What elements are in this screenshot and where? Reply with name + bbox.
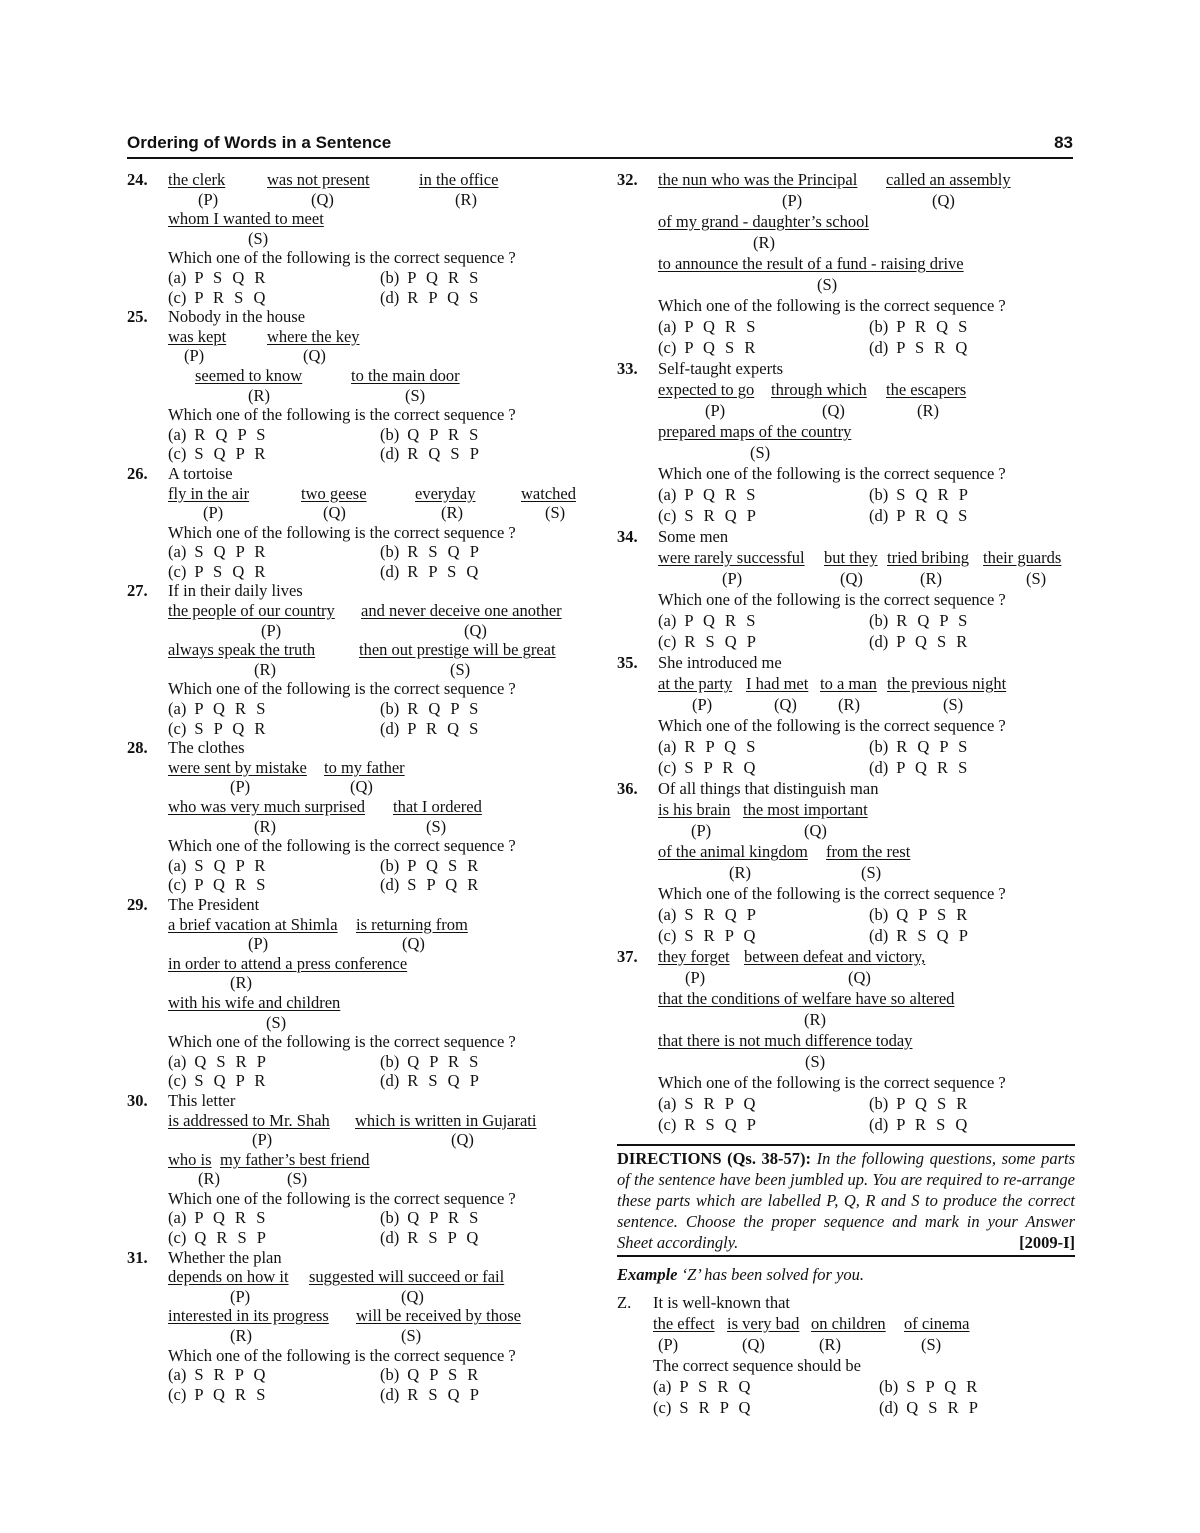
question-intro: It is well-known that xyxy=(653,1292,791,1312)
question-number: Z. xyxy=(617,1292,632,1312)
part-s: watched xyxy=(521,483,576,503)
question-28 xyxy=(127,738,587,895)
option-b[interactable]: (b) P Q R S xyxy=(380,267,482,287)
question-31 xyxy=(127,1248,587,1405)
part-s: to announce the result of a fund - raising drive xyxy=(658,254,964,273)
option-a[interactable]: (a) P Q R S xyxy=(168,699,269,719)
part-s: whom I wanted to meet xyxy=(168,209,324,229)
part-p: the nun who was the Principal xyxy=(658,170,858,189)
options xyxy=(168,1052,587,1091)
part-r: tried bribing xyxy=(887,548,970,567)
question-prompt: Which one of the following is the correct sequence ? xyxy=(658,716,1006,735)
options xyxy=(658,1094,1075,1136)
question-prompt: Which one of the following is the correct sequence ? xyxy=(168,679,516,699)
part-p: expected to go xyxy=(658,380,755,399)
option-c[interactable]: (c) S Q P R xyxy=(168,1071,269,1091)
part-q: the most important xyxy=(743,800,868,819)
part-r: that the conditions of welfare have so altered xyxy=(658,989,955,1008)
label-s: (S) xyxy=(405,385,426,405)
part-q: where the key xyxy=(267,326,360,346)
part-q: which is written in Gujarati xyxy=(355,1110,537,1130)
label-r: (R) xyxy=(804,1010,826,1029)
part-r: everyday xyxy=(415,483,476,503)
option-c[interactable]: (c) P Q R S xyxy=(168,1384,269,1404)
option-d[interactable]: (d) S P Q R xyxy=(380,875,482,895)
part-s: prepared maps of the country xyxy=(658,422,852,441)
label-q: (Q) xyxy=(804,821,827,840)
option-c[interactable]: (c) S R P Q xyxy=(653,1397,754,1417)
example-question-z xyxy=(617,1293,1075,1419)
question-29 xyxy=(127,895,587,1091)
question-number: 27. xyxy=(127,581,148,601)
label-r: (R) xyxy=(920,569,942,588)
question-24 xyxy=(127,170,587,307)
label-r: (R) xyxy=(254,659,276,679)
question-number: 33. xyxy=(617,359,638,378)
part-q: is very bad xyxy=(727,1313,800,1333)
label-s: (S) xyxy=(266,1012,287,1032)
question-intro: Of all things that distinguish man xyxy=(658,779,879,798)
part-p: is addressed to Mr. Shah xyxy=(168,1110,330,1130)
part-r: seemed to know xyxy=(195,365,303,385)
question-prompt: Which one of the following is the correct sequence ? xyxy=(658,590,1006,609)
part-s: my father’s best friend xyxy=(220,1149,370,1169)
option-d[interactable]: (d) P R Q S xyxy=(869,506,971,525)
part-r: in the office xyxy=(419,170,499,189)
question-intro: If in their daily lives xyxy=(168,581,303,601)
option-c[interactable]: (c) P S Q R xyxy=(168,561,269,581)
label-p: (P) xyxy=(198,189,219,209)
label-r: (R) xyxy=(230,973,252,993)
label-p: (P) xyxy=(705,401,726,420)
label-s: (S) xyxy=(921,1334,942,1354)
question-number: 36. xyxy=(617,779,638,798)
options xyxy=(168,1365,587,1404)
question-intro: Nobody in the house xyxy=(168,307,306,327)
label-p: (P) xyxy=(184,346,205,366)
option-c[interactable]: (c) S R P Q xyxy=(658,926,759,945)
label-q: (Q) xyxy=(323,503,346,523)
option-b[interactable]: (b) P R Q S xyxy=(869,317,971,336)
label-q: (Q) xyxy=(742,1334,765,1354)
label-p: (P) xyxy=(658,1334,679,1354)
option-a[interactable]: (a) P Q R S xyxy=(658,485,759,504)
question-intro: Whether the plan xyxy=(168,1247,282,1267)
label-s: (S) xyxy=(401,1326,422,1346)
option-d[interactable]: (d) P Q S R xyxy=(869,632,971,651)
option-c[interactable]: (c) P Q S R xyxy=(658,338,759,357)
directions-text: In the following questions, some parts of the sentence have been jumbled up. You are required to re-arrange these parts which are labelled P, Q, R and S to produce the correct sentence. Choose the proper sequence and mark in your Answer Sheet accordingly. xyxy=(617,1149,1076,1252)
part-p: at the party xyxy=(658,674,733,693)
option-b[interactable]: (b) R Q P S xyxy=(869,611,971,630)
option-c[interactable]: (c) Q R S P xyxy=(168,1228,269,1248)
question-intro: She introduced me xyxy=(658,653,782,672)
option-b[interactable]: (b) Q P R S xyxy=(380,1051,482,1071)
label-p: (P) xyxy=(685,968,706,987)
example-label: Example xyxy=(617,1265,678,1284)
label-q: (Q) xyxy=(848,968,871,987)
label-p: (P) xyxy=(691,821,712,840)
label-q: (Q) xyxy=(311,189,334,209)
label-r: (R) xyxy=(198,1169,220,1189)
question-34 xyxy=(617,527,1075,653)
page-header xyxy=(127,133,1073,159)
question-prompt: Which one of the following is the correct sequence ? xyxy=(168,1032,516,1052)
part-p: were rarely successful xyxy=(658,548,805,567)
question-prompt: Which one of the following is the correct sequence ? xyxy=(658,296,1006,315)
right-column xyxy=(617,170,1075,1419)
part-p: is his brain xyxy=(658,800,731,819)
part-q: to my father xyxy=(324,757,405,777)
option-b[interactable]: (b) Q P S R xyxy=(380,1365,482,1385)
part-s: that I ordered xyxy=(393,797,482,816)
question-number: 35. xyxy=(617,653,638,672)
part-q: but they xyxy=(824,548,878,567)
options xyxy=(168,542,587,581)
options xyxy=(168,268,587,307)
question-prompt: Which one of the following is the correct sequence ? xyxy=(168,248,516,268)
option-d[interactable]: (d) Q S R P xyxy=(879,1397,981,1417)
label-s: (S) xyxy=(426,816,447,836)
option-d[interactable]: (d) R P Q S xyxy=(380,287,482,307)
option-d[interactable]: (d) R S Q P xyxy=(869,926,971,945)
label-s: (S) xyxy=(248,228,269,248)
part-q: and never deceive one another xyxy=(361,601,562,621)
option-d[interactable]: (d) R S Q P xyxy=(380,1384,482,1404)
question-prompt: Which one of the following is the correct sequence ? xyxy=(168,836,516,856)
label-p: (P) xyxy=(261,620,282,640)
options xyxy=(658,485,1075,527)
label-q: (Q) xyxy=(401,1286,424,1306)
question-27 xyxy=(127,581,587,738)
question-intro: The President xyxy=(168,894,260,914)
part-p: depends on how it xyxy=(168,1267,289,1287)
option-d[interactable]: (d) P S R Q xyxy=(869,338,971,357)
part-r: who was very much surprised xyxy=(168,797,366,816)
label-s: (S) xyxy=(545,503,566,523)
chapter-title: Ordering of Words in a Sentence xyxy=(127,133,392,152)
label-q: (Q) xyxy=(464,620,487,640)
answer-prompt: The correct sequence should be xyxy=(653,1355,861,1375)
directions-box xyxy=(617,1144,1075,1257)
part-p: the effect xyxy=(653,1313,715,1333)
label-q: (Q) xyxy=(932,191,955,210)
question-26 xyxy=(127,464,587,582)
label-p: (P) xyxy=(248,934,269,954)
question-number: 29. xyxy=(127,894,148,914)
option-d[interactable]: (d) P Q R S xyxy=(869,758,971,777)
question-number: 26. xyxy=(127,463,148,483)
part-p: were sent by mistake xyxy=(168,757,307,777)
options xyxy=(168,856,587,895)
label-p: (P) xyxy=(203,503,224,523)
part-q: through which xyxy=(771,380,867,399)
part-s: from the rest xyxy=(826,842,911,861)
label-p: (P) xyxy=(722,569,743,588)
option-a[interactable]: (a) P S R Q xyxy=(653,1376,754,1396)
option-b[interactable]: (b) P Q S R xyxy=(380,855,482,875)
question-33 xyxy=(617,359,1075,527)
label-s: (S) xyxy=(861,863,882,882)
part-r: to a man xyxy=(820,674,877,693)
label-s: (S) xyxy=(943,695,964,714)
option-b[interactable]: (b) R S Q P xyxy=(380,542,482,562)
option-d[interactable]: (d) R S Q P xyxy=(380,1071,482,1091)
part-r: always speak the truth xyxy=(168,640,316,660)
option-a[interactable]: (a) R Q P S xyxy=(168,424,269,444)
part-r: on children xyxy=(811,1313,886,1333)
part-q: two geese xyxy=(301,483,367,503)
question-prompt: Which one of the following is the correct sequence ? xyxy=(658,1073,1006,1092)
part-r: of the animal kingdom xyxy=(658,842,808,861)
option-b[interactable]: (b) S Q R P xyxy=(869,485,971,504)
question-36 xyxy=(617,779,1075,947)
option-c[interactable]: (c) S Q P R xyxy=(168,444,269,464)
question-number: 30. xyxy=(127,1090,148,1110)
example-heading xyxy=(617,1265,1075,1285)
label-s: (S) xyxy=(287,1169,308,1189)
question-intro: The clothes xyxy=(168,738,245,758)
part-s: then out prestige will be great xyxy=(359,640,556,660)
question-intro: Some men xyxy=(658,527,729,546)
label-q: (Q) xyxy=(303,346,326,366)
question-prompt: Which one of the following is the correct sequence ? xyxy=(168,405,516,425)
part-r: the escapers xyxy=(886,380,967,399)
question-intro: A tortoise xyxy=(168,463,233,483)
part-r: in order to attend a press conference xyxy=(168,953,408,973)
label-r: (R) xyxy=(254,816,276,836)
option-a[interactable]: (a) P Q R S xyxy=(658,317,759,336)
option-b[interactable]: (b) S P Q R xyxy=(879,1376,981,1396)
question-35 xyxy=(617,653,1075,779)
label-r: (R) xyxy=(729,863,751,882)
option-c[interactable]: (c) P R S Q xyxy=(168,287,269,307)
part-q: I had met xyxy=(746,674,809,693)
options xyxy=(653,1377,1075,1419)
part-p: a brief vacation at Shimla xyxy=(168,914,338,934)
option-c[interactable]: (c) S P R Q xyxy=(658,758,759,777)
options xyxy=(168,699,587,738)
label-s: (S) xyxy=(817,275,838,294)
part-r: who is xyxy=(168,1149,212,1169)
label-q: (Q) xyxy=(350,777,373,797)
part-s: their guards xyxy=(983,548,1062,567)
part-r: of my grand - daughter’s school xyxy=(658,212,869,231)
option-b[interactable]: (b) Q P R S xyxy=(380,424,482,444)
options xyxy=(658,737,1075,779)
label-q: (Q) xyxy=(840,569,863,588)
label-r: (R) xyxy=(441,503,463,523)
label-p: (P) xyxy=(782,191,803,210)
option-d[interactable]: (d) R S P Q xyxy=(380,1228,482,1248)
part-s: will be received by those xyxy=(356,1306,521,1326)
option-c[interactable]: (c) R S Q P xyxy=(658,632,759,651)
label-s: (S) xyxy=(805,1052,826,1071)
options xyxy=(168,425,587,464)
part-p: the people of our country xyxy=(168,601,335,621)
options xyxy=(658,611,1075,653)
option-d[interactable]: (d) P R Q S xyxy=(380,718,482,738)
question-30 xyxy=(127,1091,587,1248)
options xyxy=(658,317,1075,359)
option-b[interactable]: (b) Q P R S xyxy=(380,1208,482,1228)
option-a[interactable]: (a) S Q P R xyxy=(168,542,269,562)
option-d[interactable]: (d) R Q S P xyxy=(380,444,482,464)
label-r: (R) xyxy=(838,695,860,714)
option-a[interactable]: (a) P S Q R xyxy=(168,267,269,287)
option-a[interactable]: (a) R P Q S xyxy=(658,737,759,756)
left-column xyxy=(127,170,587,1404)
option-b[interactable]: (b) R Q P S xyxy=(380,699,482,719)
option-a[interactable]: (a) S R P Q xyxy=(168,1365,269,1385)
label-r: (R) xyxy=(819,1334,841,1354)
part-p: was kept xyxy=(168,326,227,346)
question-number: 32. xyxy=(617,170,638,189)
question-number: 25. xyxy=(127,307,148,327)
question-25 xyxy=(127,307,587,464)
label-p: (P) xyxy=(230,1286,251,1306)
page-number: 83 xyxy=(1054,133,1073,152)
part-q: called an assembly xyxy=(886,170,1011,189)
options xyxy=(658,905,1075,947)
part-q: is returning from xyxy=(356,914,468,934)
option-a[interactable]: (a) S R P Q xyxy=(658,1094,759,1113)
option-a[interactable]: (a) Q S R P xyxy=(168,1051,269,1071)
option-d[interactable]: (d) R P S Q xyxy=(380,561,482,581)
question-intro: This letter xyxy=(168,1090,236,1110)
part-p: they forget xyxy=(658,947,730,966)
part-s: with his wife and children xyxy=(168,992,341,1012)
label-p: (P) xyxy=(230,777,251,797)
question-prompt: Which one of the following is the correct sequence ? xyxy=(168,1188,516,1208)
question-prompt: Which one of the following is the correct sequence ? xyxy=(168,522,516,542)
option-c[interactable]: (c) P Q R S xyxy=(168,875,269,895)
question-number: 24. xyxy=(127,170,148,189)
part-p: the clerk xyxy=(168,170,226,189)
option-b[interactable]: (b) Q P S R xyxy=(869,905,971,924)
label-p: (P) xyxy=(252,1130,273,1150)
question-prompt: Which one of the following is the correct sequence ? xyxy=(658,464,1006,483)
part-p: fly in the air xyxy=(168,483,250,503)
option-a[interactable]: (a) P Q R S xyxy=(658,611,759,630)
option-d[interactable]: (d) P R S Q xyxy=(869,1115,971,1134)
label-p: (P) xyxy=(692,695,713,714)
exam-year: [2009-I] xyxy=(1019,1233,1075,1252)
directions-label: DIRECTIONS (Qs. 38-57): xyxy=(617,1149,812,1168)
label-s: (S) xyxy=(450,659,471,679)
label-r: (R) xyxy=(230,1326,252,1346)
part-s: to the main door xyxy=(351,365,460,385)
question-number: 37. xyxy=(617,947,638,966)
label-r: (R) xyxy=(753,233,775,252)
option-b[interactable]: (b) R Q P S xyxy=(869,737,971,756)
option-c[interactable]: (c) R S Q P xyxy=(658,1115,759,1134)
part-r: interested in its progress xyxy=(168,1306,329,1326)
question-number: 28. xyxy=(127,738,148,758)
label-r: (R) xyxy=(917,401,939,420)
question-intro: Self-taught experts xyxy=(658,359,784,378)
label-q: (Q) xyxy=(451,1130,474,1150)
question-prompt: Which one of the following is the correct sequence ? xyxy=(658,884,1006,903)
question-37 xyxy=(617,947,1075,1136)
label-s: (S) xyxy=(750,443,771,462)
question-prompt: Which one of the following is the correct sequence ? xyxy=(168,1345,516,1365)
option-c[interactable]: (c) S R Q P xyxy=(658,506,759,525)
part-s: that there is not much difference today xyxy=(658,1031,913,1050)
part-s: the previous night xyxy=(887,674,1007,693)
part-q: suggested will succeed or fail xyxy=(309,1267,505,1287)
options xyxy=(168,1208,587,1247)
label-q: (Q) xyxy=(774,695,797,714)
question-number: 31. xyxy=(127,1247,148,1267)
label-r: (R) xyxy=(455,189,477,209)
question-32 xyxy=(617,170,1075,359)
option-a[interactable]: (a) S Q P R xyxy=(168,855,269,875)
question-number: 34. xyxy=(617,527,638,546)
label-s: (S) xyxy=(1026,569,1047,588)
option-c[interactable]: (c) S P Q R xyxy=(168,718,269,738)
option-a[interactable]: (a) P Q R S xyxy=(168,1208,269,1228)
option-b[interactable]: (b) P Q S R xyxy=(869,1094,971,1113)
part-q: between defeat and victory, xyxy=(744,947,926,966)
label-q: (Q) xyxy=(402,934,425,954)
label-q: (Q) xyxy=(822,401,845,420)
option-a[interactable]: (a) S R Q P xyxy=(658,905,759,924)
label-r: (R) xyxy=(248,385,270,405)
part-s: of cinema xyxy=(904,1313,970,1333)
part-q: was not present xyxy=(267,170,370,189)
example-text: ‘Z’ has been solved for you. xyxy=(681,1265,865,1284)
